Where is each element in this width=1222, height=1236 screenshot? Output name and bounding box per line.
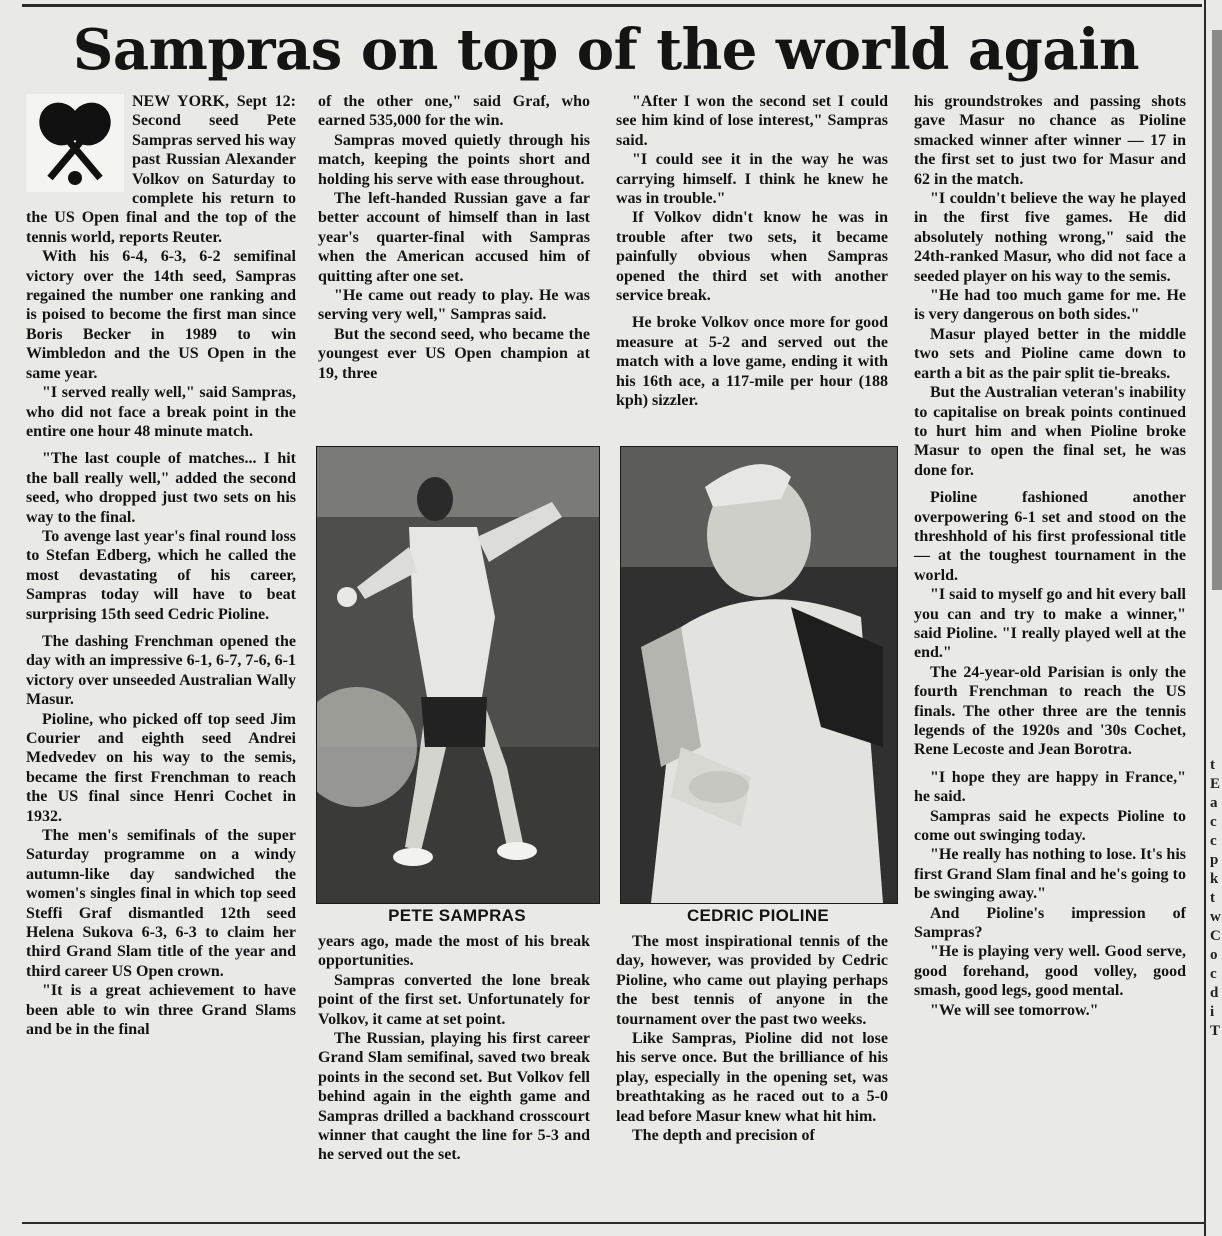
top-border-rule: [22, 4, 1202, 7]
article-paragraph: Masur played better in the middle two sets and Pioline came down to earth a bit as the pair split tie-breaks.: [914, 325, 1186, 382]
photo-caption-right: CEDRIC PIOLINE: [686, 906, 830, 925]
article-paragraph: The dashing Frenchman opened the day with an impressive 6-1, 6-7, 7-6, 6-1 victory over unseeded Australian Wally Masur.: [26, 632, 296, 709]
column-4: [914, 92, 1186, 1020]
adjacent-photo-fragment: [1212, 30, 1222, 590]
headline: Sampras on top of the world again: [72, 17, 1140, 83]
article-paragraph: "He had too much game for me. He is very dangerous on both sides.": [914, 287, 1186, 324]
photo-pete-sampras: [316, 446, 600, 904]
article-paragraph: The Russian, playing his first career Grand Slam semifinal, saved two break points in the second set. But Volkov fell behind again in the eighth game and Sampras drilled a backhand crosscourt winner that caught the line for 5-3 and he served out the set.: [318, 1030, 590, 1164]
article-paragraph: "The last couple of matches... I hit the ball really well," added the second seed, who dropped just two sets on his way to the final.: [26, 450, 296, 526]
article-paragraph: years ago, made the most of his break opportunities.: [318, 933, 590, 970]
article-paragraph: The 24-year-old Parisian is only the fourth Frenchman to reach the US finals. The other three are the tennis legends of the 1920s and '30s Cochet, Rene Lecoste and Jean Borotra.: [914, 663, 1186, 759]
article-paragraph: "I served really well," said Sampras, who did not face a break point in the entire one hour 48 minute match.: [26, 384, 296, 440]
article-paragraph: "I could see it in the way he was carrying himself. I think he knew he was in trouble.": [616, 151, 888, 208]
article-paragraph: The men's semifinals of the super Saturday programme on a windy autumn-like day sandwiched the women's singles final in which top seed Steffi Graf dismantled 12th seed Helena Sukova 6-3, 6-3 to claim her third Grand Slam title of the year and third career US Open crown.: [26, 827, 296, 980]
photo-caption-left: PETE SAMPRAS: [388, 906, 526, 925]
column-2-bottom: [318, 932, 590, 1165]
dateline: NEW YORK, Sept 12:: [132, 93, 296, 110]
article-paragraph: of the other one," said Graf, who earned 535,000 for the win.: [318, 93, 590, 130]
article-paragraph: If Volkov didn't know he was in trouble after two sets, it became painfully obvious when Sampras opened the third set with another service break.: [616, 209, 888, 305]
column-1: [26, 92, 296, 1040]
bottom-border-rule: [22, 1222, 1204, 1224]
article-paragraph: "It is a great achievement to have been able to win three Grand Slams and be in the final: [26, 982, 296, 1039]
right-border-rule: [1204, 0, 1206, 1236]
column-3-bottom: [616, 932, 888, 1145]
article-paragraph: NEW YORK, Sept 12: Second seed Pete Sampras served his way past Russian Alexander Volkov on Saturday to complete his return to the US Open final and the top of the tennis world, reports Reuter.: [26, 93, 297, 246]
article-paragraph: Pioline fashioned another overpowering 6-1 set and stood on the threshhold of his first professional title — at the toughest tournament in the world.: [914, 489, 1186, 584]
article-paragraph: The depth and precision of: [632, 1127, 815, 1145]
article-paragraph: "He really has nothing to lose. It's his first Grand Slam final and he's going to be swinging away.": [914, 846, 1186, 903]
article-paragraph: But the Australian veteran's inability to capitalise on break points continued to hurt him and when Pioline broke Masur to open the final set, he was done for.: [914, 384, 1186, 479]
article-paragraph: The left-handed Russian gave a far better account of himself than in last year's quarter-final with Sampras when the American accused him of quitting after one set.: [318, 190, 590, 285]
article-paragraph: "After I won the second set I could see him kind of lose interest," Sampras said.: [616, 93, 888, 149]
article-paragraph: "We will see tomorrow.": [930, 1001, 1099, 1019]
article-paragraph: Sampras said he expects Pioline to come out swinging today.: [914, 807, 1186, 845]
article-paragraph: Sampras converted the lone break point of the first set. Unfortunately for Volkov, it came at set point.: [318, 971, 590, 1028]
article-paragraph: But the second seed, who became the youngest ever US Open champion at 19, three: [318, 325, 590, 382]
article-paragraph: "I hope they are happy in France," he said.: [914, 768, 1186, 806]
article-paragraph: "I couldn't believe the way he played in the first five games. He did absolutely nothing wrong," said the 24th-ranked Masur, who did not face a seeded player on his way to the semis.: [914, 190, 1186, 285]
crossed-tennis-rackets-icon: [26, 94, 124, 192]
article-paragraph: Sampras moved quietly through his match, keeping the points short and holding his serve with ease throughout.: [318, 131, 590, 188]
article-paragraph: his groundstrokes and passing shots gave Masur no chance as Pioline smacked winner after winner — 17 in the first set to just two for Masur and 62 in the match.: [914, 93, 1186, 188]
adjacent-article-fragment: t E a c c p k t w C o c d i T: [1210, 757, 1221, 1039]
article-paragraph: Like Sampras, Pioline did not lose his serve once. But the brilliance of his play, especially in the opening set, was breathtaking as he raced out to a 5-0 lead before Masur knew what hit him.: [616, 1030, 888, 1125]
article-paragraph: "He is playing very well. Good serve, good forehand, good volley, good smash, good legs, good mental.: [914, 943, 1186, 1000]
article-paragraph: He broke Volkov once more for good measure at 5-2 and served out the match with a love game, ending it with his 16th ace, a 117-mile per hour (188 kph) sizzler.: [616, 314, 888, 410]
article-paragraph: Pioline, who picked off top seed Jim Courier and eighth seed Andrei Medvedev on his way to the semis, became the first Frenchman to reach the US final since Henri Cochet in 1932.: [26, 710, 296, 825]
article-paragraph: "I said to myself go and hit every ball you can and try to make a winner," said Pioline. "I really played well at the end.": [914, 586, 1186, 662]
article-paragraph: The most inspirational tennis of the day, however, was provided by Cedric Pioline, who came out playing perhaps the best tennis of anyone in the tournament over the past two weeks.: [616, 933, 888, 1028]
article-paragraph: To avenge last year's final round loss to Stefan Edberg, which he called the most devastating of his career, Sampras today will have to beat surprising 15th seed Cedric Pioline.: [26, 527, 296, 623]
column-3-top: [616, 92, 888, 411]
article-paragraph: With his 6-4, 6-3, 6-2 semifinal victory over the 14th seed, Sampras regained the number one ranking and is poised to become the first man since Boris Becker in 1989 to win Wimbledon and the US Open in the same year.: [26, 248, 296, 382]
column-2-top: [318, 92, 590, 383]
article-paragraph: "He came out ready to play. He was serving very well," Sampras said.: [318, 287, 590, 324]
photo-cedric-pioline: [620, 446, 898, 904]
article-paragraph: And Pioline's impression of Sampras?: [914, 904, 1186, 942]
